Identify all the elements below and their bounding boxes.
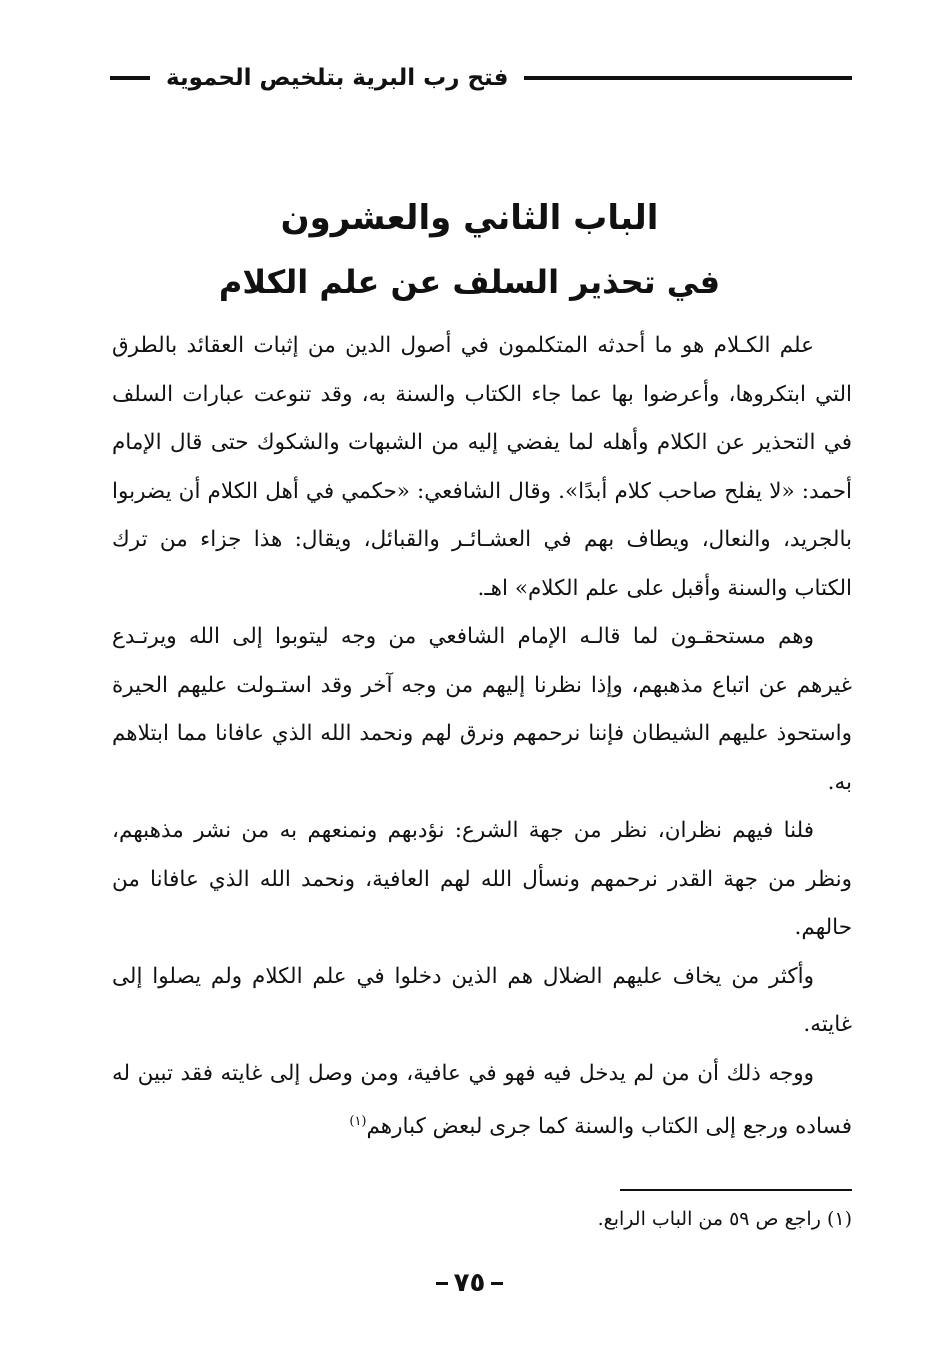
chapter-subtitle: في تحذير السلف عن علم الكلام (218, 263, 721, 301)
footnote (300, 1208, 852, 1230)
body-text (112, 322, 852, 1152)
footnote-separator (620, 1189, 852, 1191)
paragraph: وأكثر من يخاف عليهم الضلال هم الذين دخلوا في علم الكلام ولم يصلوا إلى غايته. (112, 963, 852, 1037)
running-title: فتح رب البرية بتلخيص الحموية (166, 65, 509, 91)
footnote-marker: (١) (826, 1208, 852, 1230)
page-number: ٧٥ (453, 1268, 486, 1298)
header-rule-right (524, 76, 852, 80)
chapter-title: الباب الثاني والعشرون (280, 198, 659, 238)
footnote-reference: (١) (349, 1114, 367, 1129)
paragraph: فلنا فيهم نظران، نظر من جهة الشرع: نؤدبهم ونمنعهم به من نشر مذهبهم، ونظر من جهة القدر نرحمهم ونسأل الله لهم العافية، ونحمد الله الذي عافانا من حالهم. (112, 818, 852, 940)
paragraph-text: ووجه ذلك أن من لم يدخل فيه فهو في عافية، ومن وصل إلى غايته فقد تبين له فساده ورجع إلى الكتاب والسنة كما جرى لبعض كبارهم (112, 1060, 852, 1140)
page-number-dash-left (436, 1282, 448, 1285)
paragraph-last (112, 1050, 852, 1152)
footnote-text: راجع ص ٥٩ من الباب الرابع. (597, 1208, 821, 1230)
page-number-dash-right (491, 1282, 503, 1285)
header-rule-left (110, 76, 150, 80)
paragraph: وهم مستحقـون لما قالـه الإمام الشافعي من وجه ليتوبوا إلى الله ويرتـدع غيرهم عن اتباع مذهبهم، وإذا نظرنا إليهم من وجه آخر وقد استـولت عليهم الحيرة واستحوذ عليهم الشيطان فإننا نرحمهم ونرق لهم ونحمد الله الذي عافانا مما ابتلاهم به. (112, 624, 852, 795)
running-header (110, 58, 852, 98)
page-number-block (0, 1268, 939, 1298)
paragraph: علم الكـلام هو ما أحدثه المتكلمون في أصول الدين من إثبات العقائد بالطرق التي ابتكروها، وأعرضوا بها عما جاء الكتاب والسنة به، وقد تنوعت عبارات السلف في التحذير عن الكلام وأهله لما يفضي إليه من الشبهات والشكوك حتى قال الإمام أحمد: «لا يفلح صاحب كلام أبدًا». وقال الشافعي: «حكمي في أهل الكلام أن يضربوا بالجريد، والنعال، ويطاف بهم في العشـائـر والقبائل، ويقال: هذا جزاء من ترك الكتاب والسنة وأقبل على علم الكلام» اهـ. (112, 333, 852, 601)
